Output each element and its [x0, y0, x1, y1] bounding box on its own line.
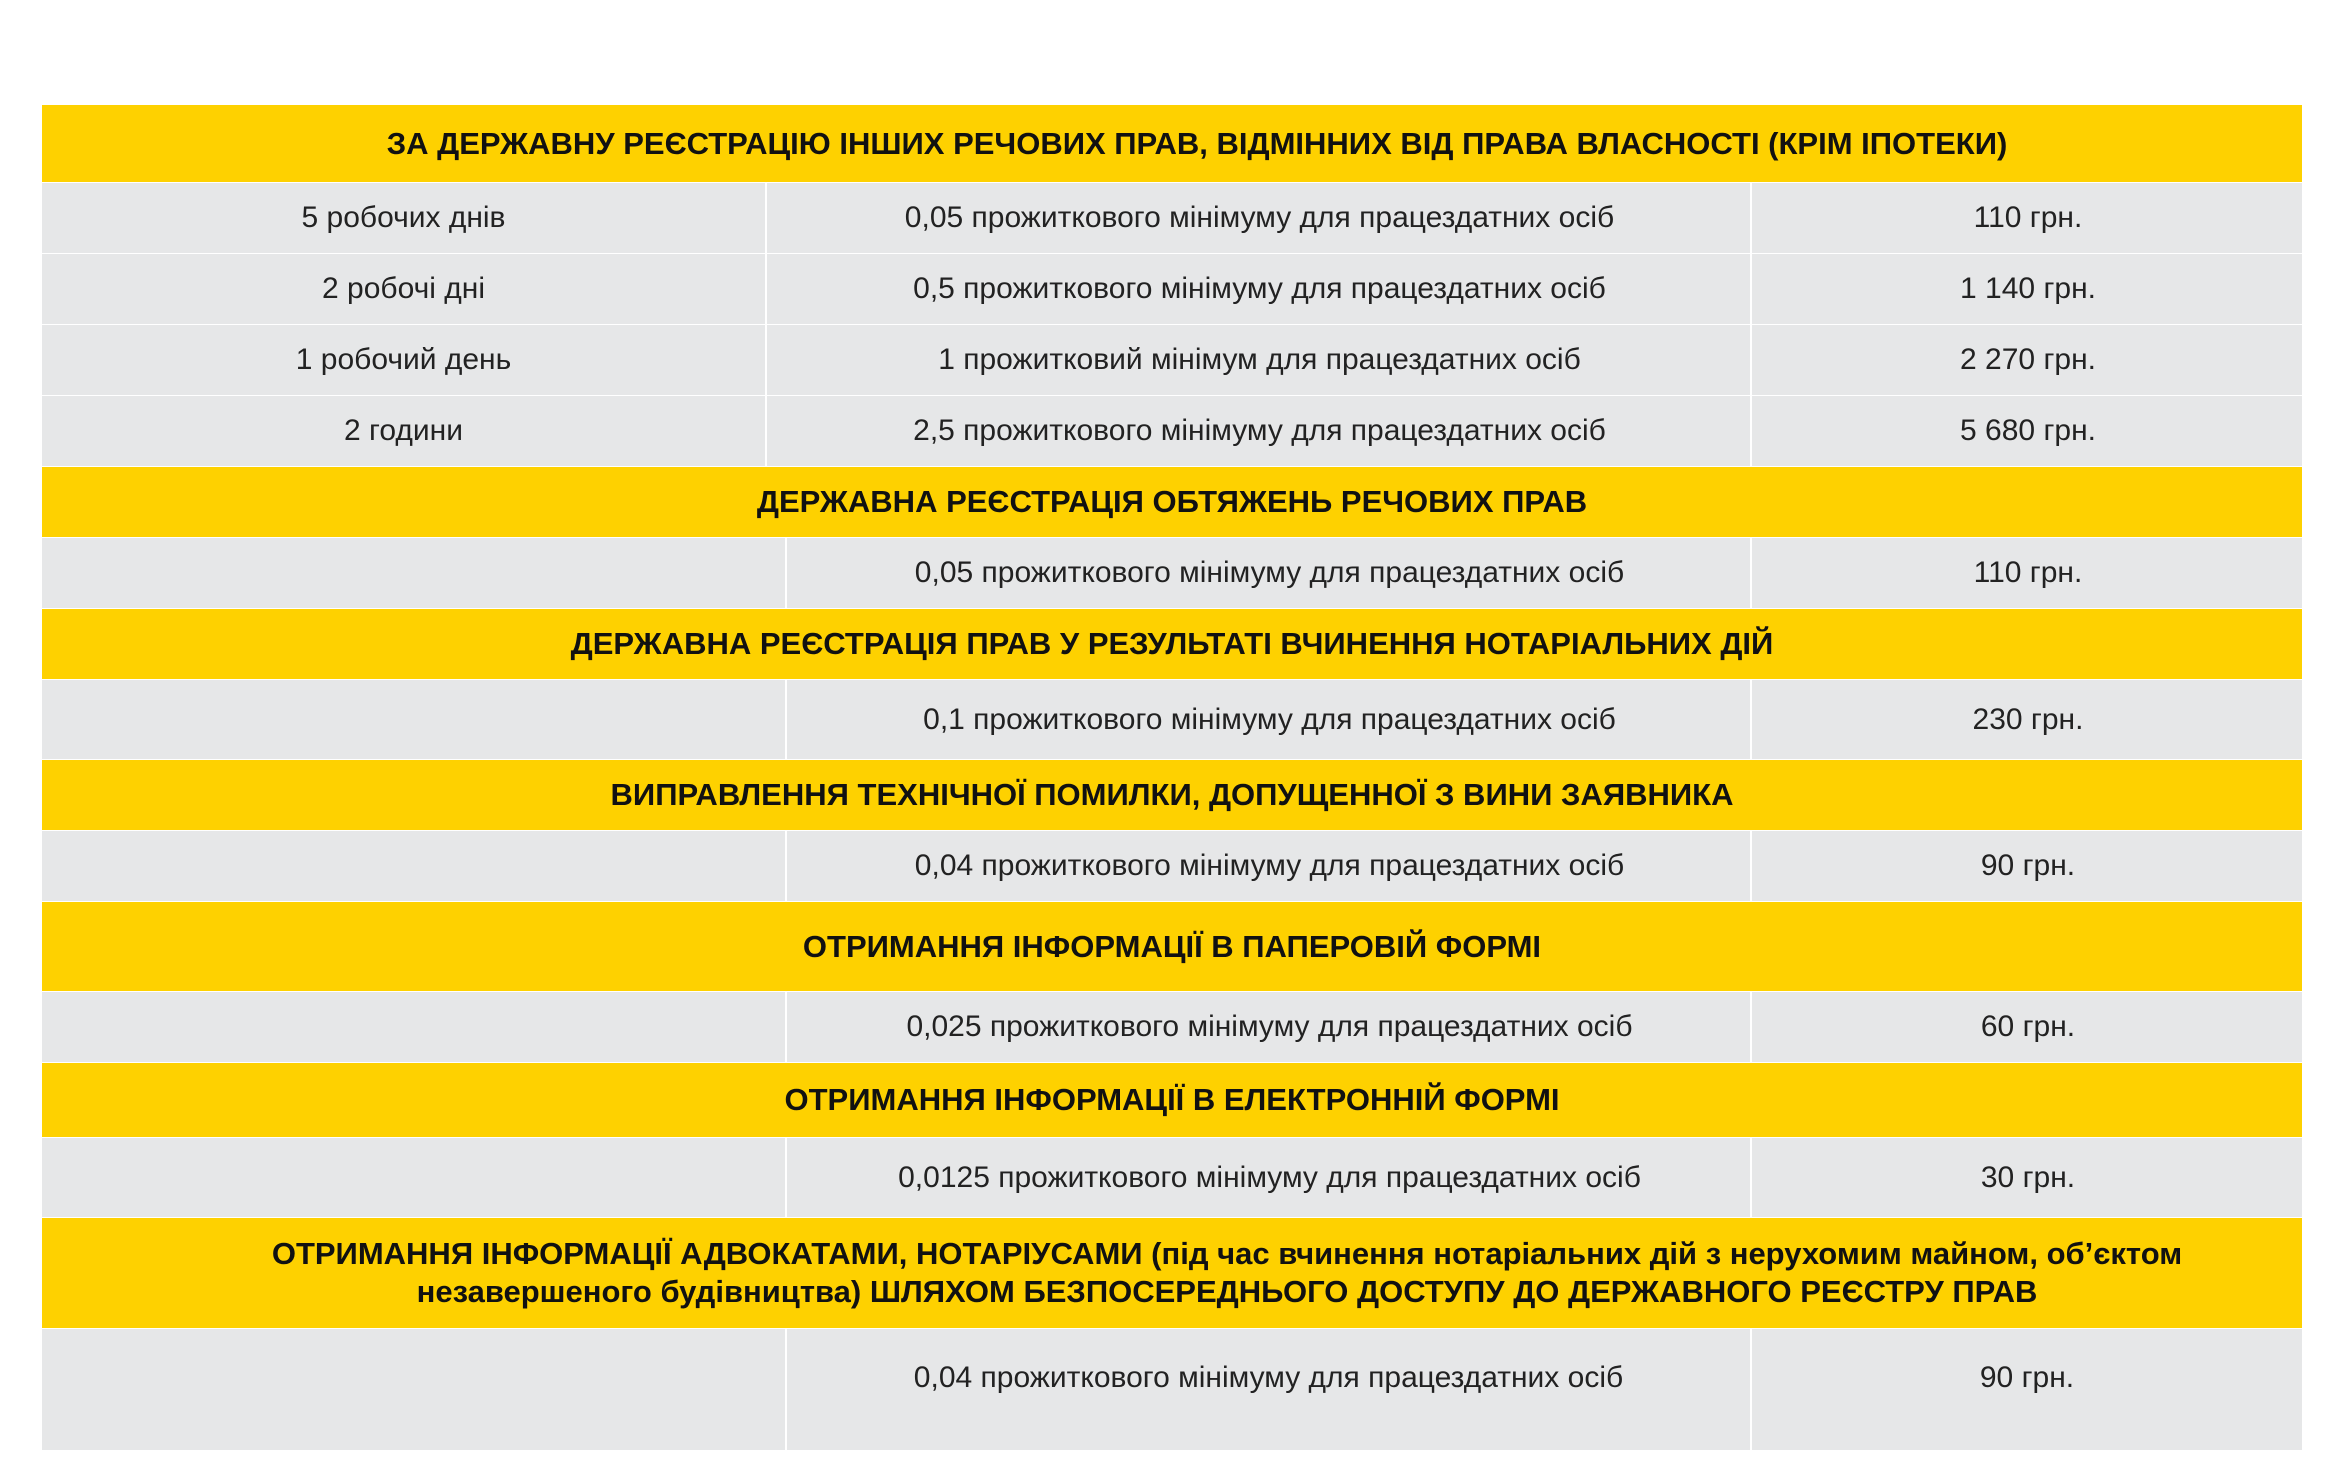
- term-cell: [42, 992, 785, 1062]
- rate-cell: 0,5 прожиткового мінімуму для працездатних осіб: [765, 254, 1752, 324]
- term-cell: 2 робочі дні: [322, 272, 485, 305]
- price-cell: 110 грн.: [1750, 538, 2304, 608]
- price-cell: 2 270 грн.: [1750, 325, 2304, 395]
- term-cell: 2 години: [344, 414, 463, 447]
- price-cell: 230 грн.: [1750, 680, 2304, 759]
- rate-cell: 0,05 прожиткового мінімуму для працездатних осіб: [785, 538, 1752, 608]
- term-cell: [42, 1329, 785, 1450]
- price-cell: 90 грн.: [1750, 1329, 2302, 1450]
- rate-cell: 2,5 прожиткового мінімуму для працездатних осіб: [765, 396, 1752, 466]
- term-cell: [42, 831, 785, 901]
- section-header: [42, 1218, 2302, 1329]
- section-header: ДЕРЖАВНА РЕЄСТРАЦІЯ ОБТЯЖЕНЬ РЕЧОВИХ ПРАВ: [42, 467, 2302, 538]
- fee-table: [42, 105, 2302, 1451]
- table-row: [42, 538, 2302, 609]
- rate-cell: 0,1 прожиткового мінімуму для працездатних осіб: [785, 680, 1752, 759]
- section-header: ЗА ДЕРЖАВНУ РЕЄСТРАЦІЮ ІНШИХ РЕЧОВИХ ПРАВ, ВІДМІННИХ ВІД ПРАВА ВЛАСНОСТІ (КРІМ ІПОТЕКИ): [42, 105, 2302, 183]
- price-cell: 5 680 грн.: [1750, 396, 2304, 466]
- rate-cell: 0,0125 прожиткового мінімуму для працездатних осіб: [785, 1138, 1752, 1217]
- table-row: [42, 254, 2302, 325]
- term-cell: [42, 1138, 785, 1217]
- section-header-line: ОТРИМАННЯ ІНФОРМАЦІЇ АДВОКАТАМИ, НОТАРІУСАМИ (під час вчинення нотаріальних дій з нерухомим майном, об’єктом: [271, 1236, 2183, 1271]
- term-cell: 5 робочих днів: [301, 201, 506, 234]
- term-cell: 1 робочий день: [295, 343, 512, 376]
- price-cell: 1 140 грн.: [1750, 254, 2304, 324]
- section-header: ДЕРЖАВНА РЕЄСТРАЦІЯ ПРАВ У РЕЗУЛЬТАТІ ВЧИНЕННЯ НОТАРІАЛЬНИХ ДІЙ: [42, 609, 2302, 680]
- rate-cell: 0,04 прожиткового мінімуму для працездатних осіб: [785, 831, 1752, 901]
- rate-cell: 0,025 прожиткового мінімуму для працездатних осіб: [785, 992, 1752, 1062]
- rate-cell: 0,04 прожиткового мінімуму для працездатних осіб: [785, 1329, 1750, 1450]
- table-row: [42, 396, 2302, 467]
- section-header: ВИПРАВЛЕННЯ ТЕХНІЧНОЇ ПОМИЛКИ, ДОПУЩЕННОЇ З ВИНИ ЗАЯВНИКА: [42, 760, 2302, 831]
- price-cell: 30 грн.: [1750, 1138, 2304, 1217]
- term-cell: [42, 538, 785, 608]
- table-row: [42, 680, 2302, 760]
- table-row: [42, 992, 2302, 1063]
- table-row: [42, 831, 2302, 902]
- table-row: [42, 183, 2302, 254]
- section-header: ОТРИМАННЯ ІНФОРМАЦІЇ В ЕЛЕКТРОННІЙ ФОРМІ: [42, 1063, 2302, 1138]
- price-cell: 60 грн.: [1750, 992, 2304, 1062]
- price-cell: 90 грн.: [1750, 831, 2304, 901]
- table-row: [42, 325, 2302, 396]
- term-cell: [42, 680, 785, 759]
- price-cell: 110 грн.: [1750, 183, 2304, 253]
- section-header: ОТРИМАННЯ ІНФОРМАЦІЇ В ПАПЕРОВІЙ ФОРМІ: [42, 902, 2302, 992]
- rate-cell: 0,05 прожиткового мінімуму для працездатних осіб: [765, 183, 1752, 253]
- rate-cell: 1 прожитковий мінімум для працездатних осіб: [765, 325, 1752, 395]
- table-row: [42, 1138, 2302, 1218]
- section-header-line: незавершеного будівництва) ШЛЯХОМ БЕЗПОСЕРЕДНЬОГО ДОСТУПУ ДО ДЕРЖАВНОГО РЕЄСТРУ ПРАВ: [416, 1274, 2038, 1309]
- table-row: [42, 1329, 2302, 1451]
